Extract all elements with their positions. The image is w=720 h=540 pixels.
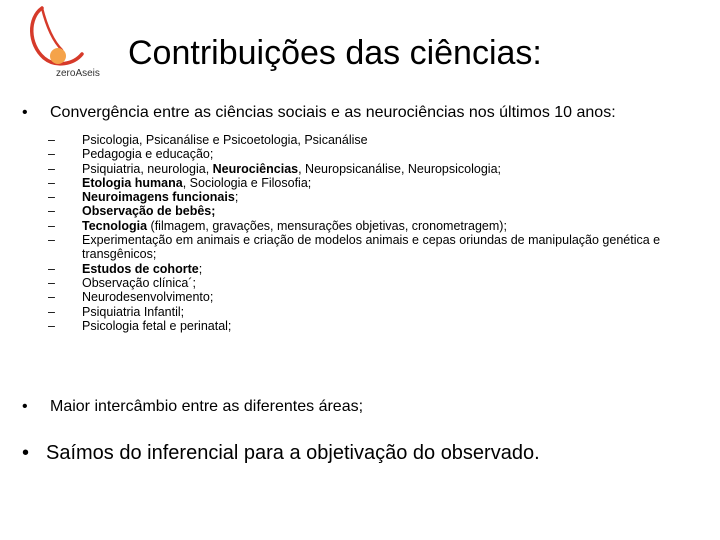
logo-text: zeroAseis bbox=[56, 68, 100, 79]
list-item-text bbox=[82, 319, 702, 333]
text-run: Observação clínica´; bbox=[82, 275, 196, 290]
page-title: Contribuições das ciências: bbox=[128, 34, 542, 72]
dash-icon: – bbox=[48, 290, 55, 305]
bullet-point-1 bbox=[22, 104, 702, 122]
list-item bbox=[48, 233, 702, 262]
list-item bbox=[48, 319, 702, 333]
main-content bbox=[22, 104, 702, 333]
list-item-text bbox=[82, 190, 702, 204]
bold-text: Observação de bebês; bbox=[82, 204, 216, 219]
list-item bbox=[48, 147, 702, 161]
bullet-point-3 bbox=[22, 442, 540, 464]
dash-icon: – bbox=[48, 161, 55, 176]
bullet-text: Maior intercâmbio entre as diferentes áreas; bbox=[50, 398, 364, 415]
bold-text: Tecnologia bbox=[82, 218, 148, 233]
dash-icon: – bbox=[48, 147, 55, 162]
list-item-text bbox=[82, 147, 702, 161]
bullet-icon: • bbox=[22, 442, 30, 464]
list-item bbox=[48, 162, 702, 176]
list-item-text bbox=[82, 276, 702, 290]
dash-icon: – bbox=[48, 218, 55, 233]
text-run: Psiquiatria Infantil; bbox=[82, 304, 185, 319]
dash-icon: – bbox=[48, 204, 55, 219]
dash-icon: – bbox=[48, 175, 55, 190]
logo bbox=[22, 4, 102, 82]
text-run: Neurodesenvolvimento; bbox=[82, 290, 214, 305]
list-item bbox=[48, 305, 702, 319]
list-item bbox=[48, 219, 702, 233]
bold-text: Etologia humana bbox=[82, 175, 183, 190]
logo-mark-icon bbox=[22, 4, 102, 74]
list-item-text bbox=[82, 176, 702, 190]
list-item-text bbox=[82, 219, 702, 233]
dash-icon: – bbox=[48, 275, 55, 290]
bullet-point-2 bbox=[22, 398, 363, 416]
text-run: Psicologia fetal e perinatal; bbox=[82, 318, 232, 333]
text-run: Psiquiatria, neurologia, bbox=[82, 161, 213, 176]
dash-icon: – bbox=[48, 190, 55, 205]
list-item-text bbox=[82, 233, 702, 262]
list-item-text bbox=[82, 290, 702, 304]
list-item bbox=[48, 290, 702, 304]
text-run: ; bbox=[234, 190, 239, 205]
text-run: (filmagem, gravações, mensurações objetivas, cronometragem); bbox=[147, 218, 507, 233]
dash-icon: – bbox=[48, 304, 55, 319]
text-run: , Sociologia e Filosofia; bbox=[182, 175, 312, 190]
bullet-text: Convergência entre as ciências sociais e as neurociências nos últimos 10 anos: bbox=[50, 104, 616, 121]
text-run: Psicologia, Psicanálise e Psicoetologia, Psicanálise bbox=[82, 133, 368, 147]
dash-icon: – bbox=[48, 133, 55, 147]
bold-text: Neurociências bbox=[212, 161, 299, 176]
dash-icon: – bbox=[48, 318, 55, 333]
bullet-text: Saímos do inferencial para a objetivação do observado. bbox=[46, 442, 540, 464]
bullet-icon: • bbox=[22, 104, 28, 121]
text-run: Experimentação em animais e criação de modelos animais e cepas oriundas de manipulação genética e transgênicos; bbox=[82, 233, 661, 262]
text-run: , Neuropsicanálise, Neuropsicologia; bbox=[298, 161, 501, 176]
text-run: Pedagogia e educação; bbox=[82, 147, 214, 162]
list-item bbox=[48, 204, 702, 218]
bold-text: Neuroimagens funcionais bbox=[82, 190, 235, 205]
text-run: ; bbox=[198, 261, 203, 276]
list-item-text bbox=[82, 162, 702, 176]
bold-text: Estudos de cohorte bbox=[82, 261, 199, 276]
sub-list bbox=[48, 133, 702, 333]
dash-icon: – bbox=[48, 233, 55, 248]
dash-icon: – bbox=[48, 261, 55, 276]
list-item bbox=[48, 276, 702, 290]
list-item-text bbox=[82, 133, 702, 147]
list-item bbox=[48, 176, 702, 190]
list-item bbox=[48, 190, 702, 204]
list-item-text bbox=[82, 204, 702, 218]
list-item bbox=[48, 262, 702, 276]
bullet-icon: • bbox=[22, 398, 28, 415]
list-item-text bbox=[82, 262, 702, 276]
list-item bbox=[48, 133, 702, 147]
list-item-text bbox=[82, 305, 702, 319]
